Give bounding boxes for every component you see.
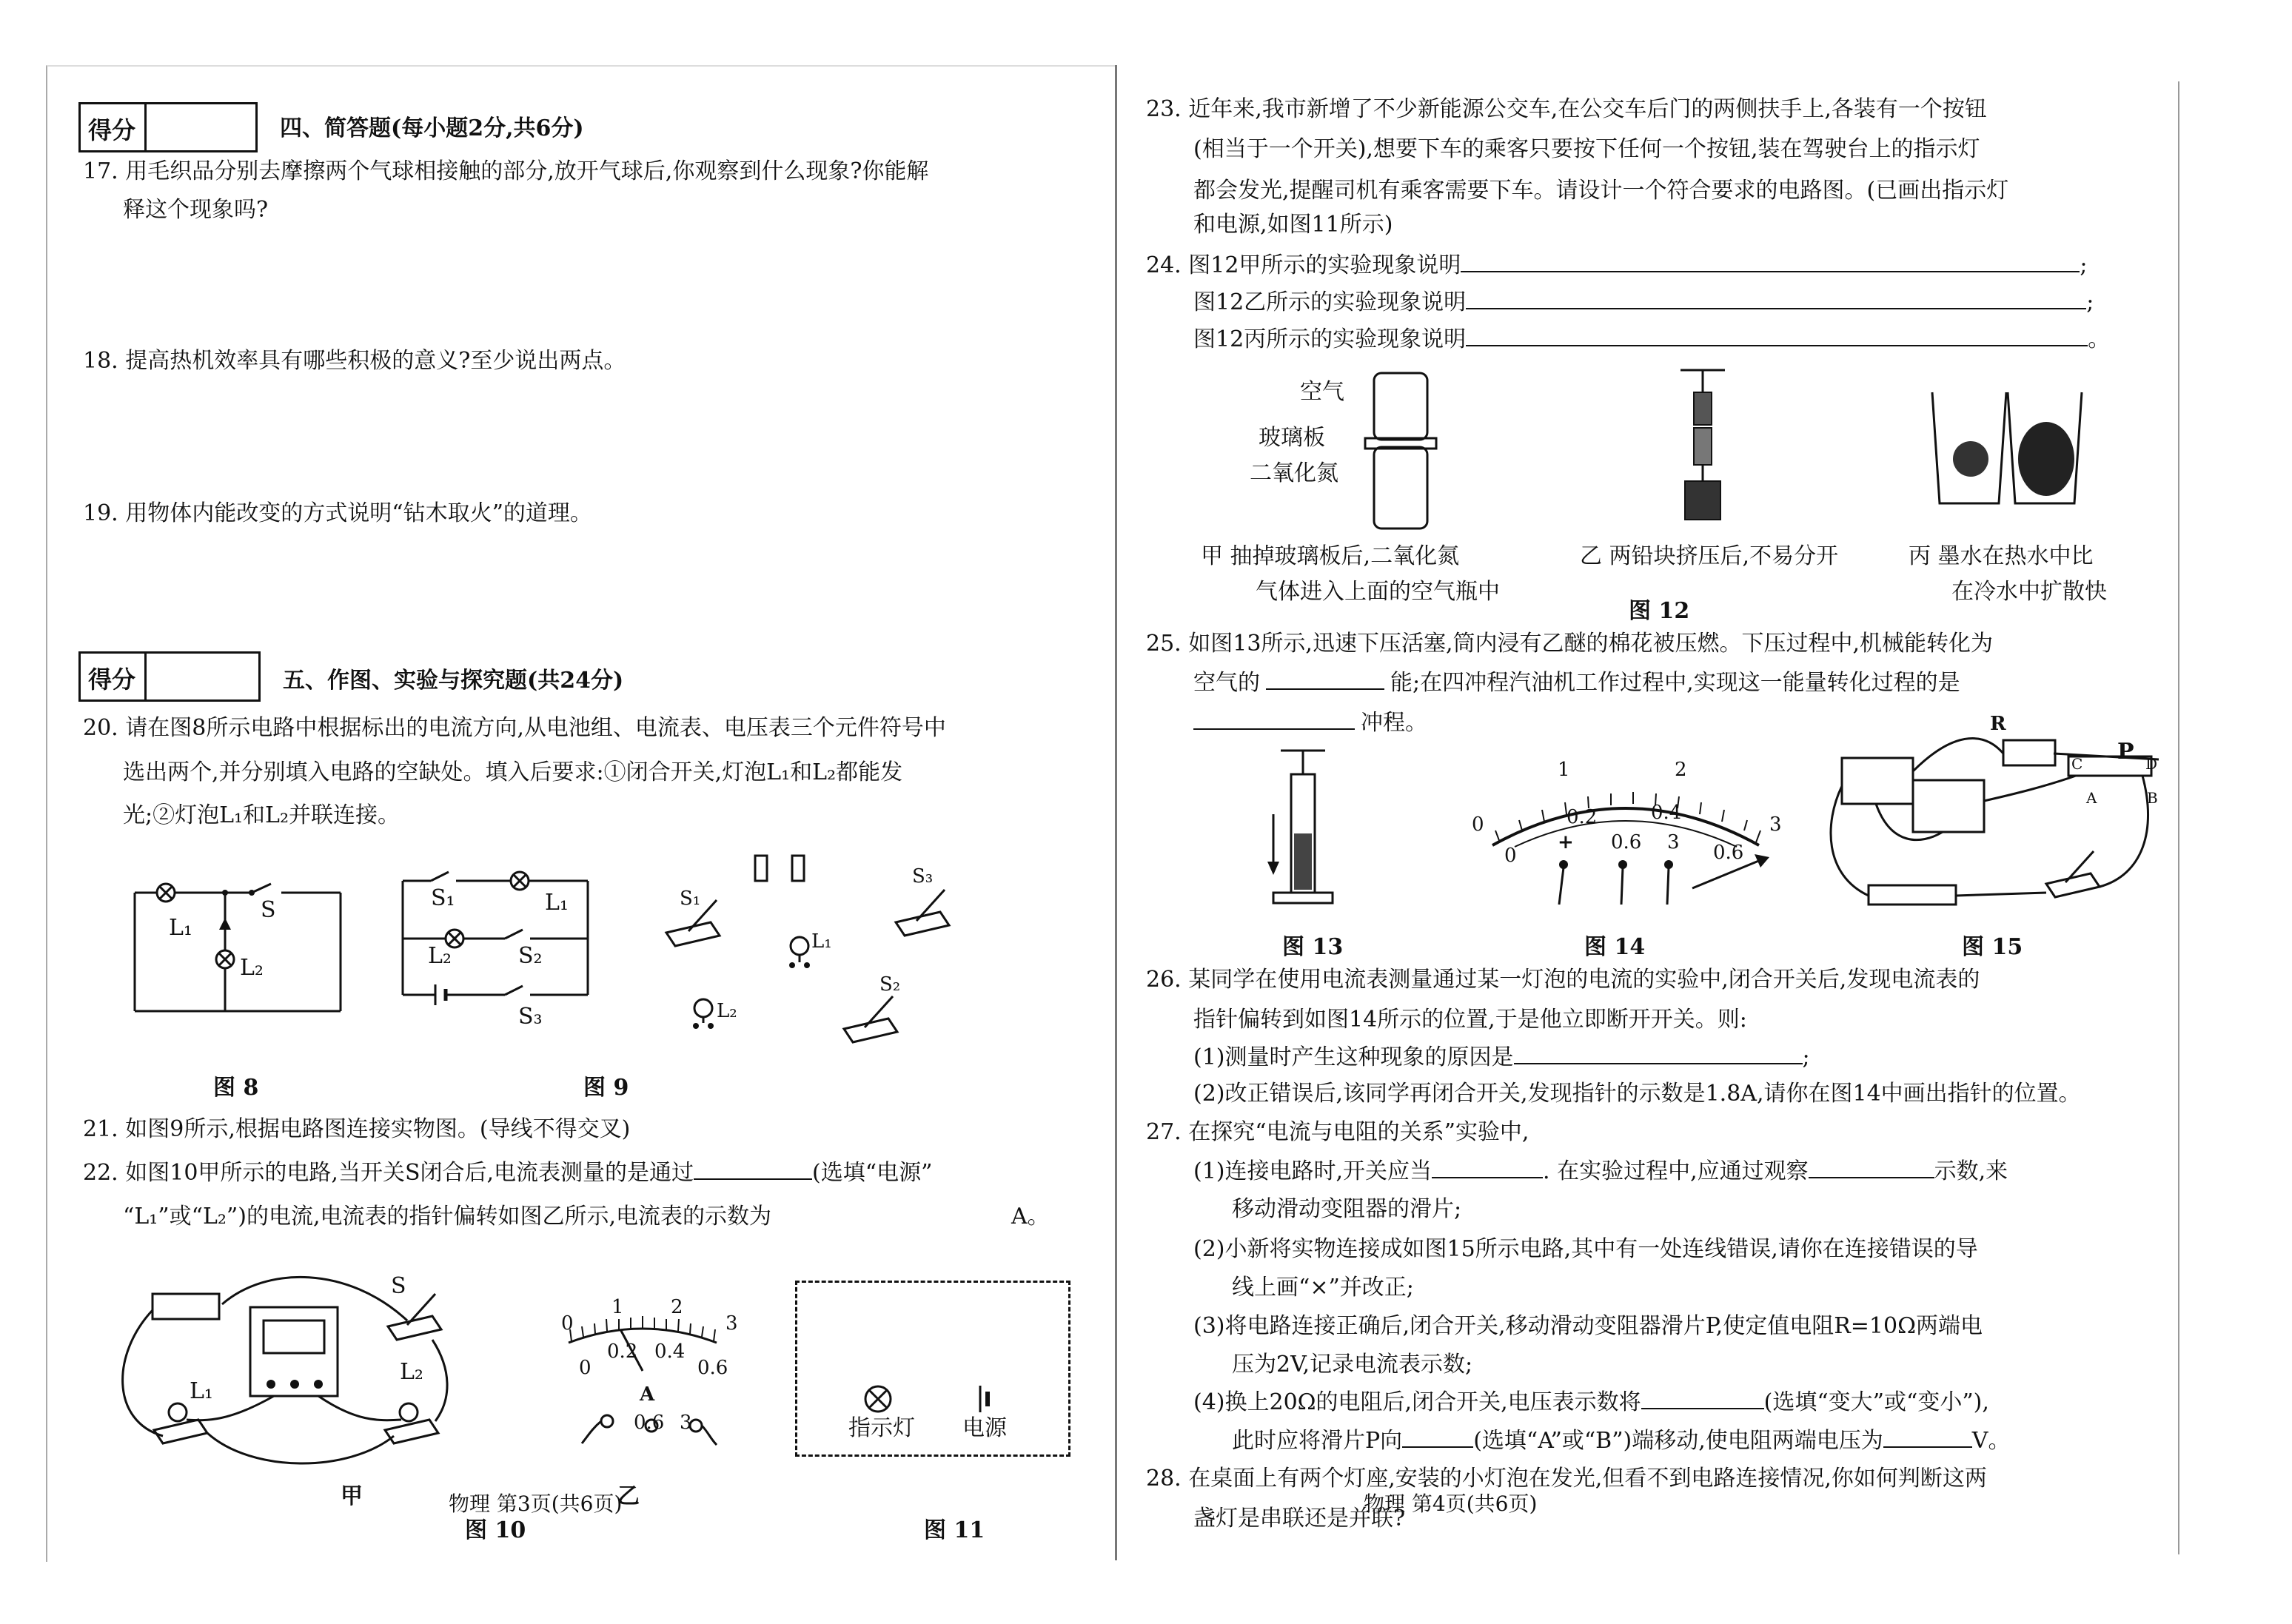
q22-text-b: (选填“电源” [812, 1160, 933, 1186]
question-24-bing [1193, 326, 2110, 353]
fig15-label-D: D [2145, 755, 2158, 773]
fig14-plus: + [1558, 831, 1574, 853]
figure-15-circuit [1824, 712, 2165, 912]
power-source-symbol [974, 1383, 996, 1415]
figure-12-yi-lead-blocks [1673, 366, 1732, 529]
q27-text-a: (1)连接电路时,开关应当 [1193, 1158, 1432, 1184]
figure-12-jia-jars [1359, 366, 1463, 543]
q26-text-b: ; [1802, 1044, 1810, 1070]
fig15-label-B: B [2147, 789, 2158, 807]
fig14-tick-b0: 0 [1504, 845, 1517, 867]
q24-jia-text: 24. 图12甲所示的实验现象说明 [1146, 252, 1461, 278]
question-23-line2: (相当于一个开关),想要下车的乘客只要按下任何一个按钮,装在驾驶台上的指示灯 [1193, 136, 1980, 162]
question-22-unit: A。 [1011, 1204, 1050, 1229]
fig10-terminal-3: 3 [680, 1412, 692, 1434]
q25-answer-blank-1[interactable] [1266, 669, 1384, 690]
fig8-label-L2: L₂ [240, 955, 264, 981]
q27-answer-blank-5[interactable] [1883, 1427, 1972, 1448]
question-28-line2: 盏灯是串联还是并联? [1193, 1506, 1406, 1531]
fig12-caption-jia-1: 甲 抽掉玻璃板后,二氧化氮 [1201, 543, 1460, 569]
question-23-line4: 和电源,如图11所示) [1193, 212, 1393, 238]
question-26-line4: (2)改正错误后,该同学再闭合开关,发现指针的示数是1.8A,请你在图14中画出指针的位置。 [1193, 1081, 2081, 1107]
fig9-label-L1: L₁ [545, 890, 569, 916]
q26-text-a: (1)测量时产生这种现象的原因是 [1193, 1044, 1514, 1070]
q27-text-d: (4)换上20Ω的电阻后,闭合开关,电压表示数将 [1193, 1389, 1641, 1415]
fig15-label-C: C [2071, 755, 2083, 773]
question-19: 19. 用物体内能改变的方式说明“钻木取火”的道理。 [83, 500, 592, 526]
fig10-label-yi: 乙 [617, 1483, 640, 1509]
q22-answer-blank-2[interactable] [874, 1217, 1007, 1236]
q27-text-c: 示数,来 [1934, 1158, 2008, 1184]
fig14-caption: 图 14 [1584, 934, 1646, 960]
q22-text-a: 22. 如图10甲所示的电路,当开关S闭合后,电流表测量的是通过 [83, 1160, 694, 1186]
q24-bing-text: 图12丙所示的实验现象说明 [1193, 326, 1467, 352]
q25-text-a: 空气的 [1193, 670, 1260, 696]
question-25-line2 [1193, 669, 1960, 697]
fig12-caption-yi: 乙 两铅块挤压后,不易分开 [1580, 543, 1839, 569]
fig10-tick-b06: 0.6 [697, 1357, 728, 1379]
fig9-caption: 图 9 [583, 1075, 629, 1101]
fig11-caption: 图 11 [924, 1517, 985, 1543]
question-17: 17. 用毛织品分别去摩擦两个气球相接触的部分,放开气球后,你观察到什么现象?你能解 [83, 158, 929, 184]
fig9-part-L1: L₁ [811, 930, 832, 953]
question-27-line4: (2)小新将实物连接成如图15所示电路,其中有一处连线错误,请你在连接错误的导 [1193, 1236, 1978, 1262]
fig10-unit: A [640, 1383, 655, 1406]
question-24-jia [1146, 252, 2088, 279]
question-27-line9 [1232, 1427, 2010, 1454]
q27-answer-blank-1[interactable] [1432, 1158, 1543, 1178]
fig10-terminal-06: 0.6 [634, 1412, 665, 1434]
question-25-line1: 25. 如图13所示,迅速下压活塞,筒内浸有乙醚的棉花被压燃。下压过程中,机械能转化为 [1146, 631, 1994, 657]
q25-text-c: 冲程。 [1361, 710, 1427, 736]
fig10-label-jia: 甲 [341, 1483, 363, 1509]
fig15-label-A: A [2086, 789, 2097, 807]
left-page-footer: 物理 第3页(共6页) [449, 1492, 623, 1516]
right-page-footer: 物理 第4页(共6页) [1364, 1492, 1538, 1516]
fig9-part-S3: S₃ [912, 865, 934, 888]
figure-13-air-pump [1259, 745, 1347, 912]
section4-title: 四、简答题(每小题2分,共6分) [280, 115, 584, 141]
fig14-tick-3: 3 [1769, 813, 1782, 836]
fig8-caption: 图 8 [213, 1075, 259, 1101]
fig12-caption-jia-2: 气体进入上面的空气瓶中 [1256, 579, 1500, 605]
q26-answer-blank[interactable] [1514, 1044, 1803, 1064]
center-divider [1115, 65, 1117, 1560]
fig15-label-R: R [1990, 713, 2006, 735]
question-26-line1: 26. 某同学在使用电流表测量通过某一灯泡的电流的实验中,闭合开关后,发现电流表的 [1146, 967, 1980, 993]
score-separator [144, 654, 147, 699]
figure-8-circuit [126, 873, 348, 1021]
fig10-tick-2: 2 [671, 1296, 683, 1318]
question-26-line2: 指针偏转到如图14所示的位置,于是他立即断开开关。则: [1193, 1007, 1747, 1033]
q27-text-b: . 在实验过程中,应通过观察 [1543, 1158, 1809, 1184]
q25-text-b: 能;在四冲程汽油机工作过程中,实现这一能量转化过程的是 [1390, 670, 1960, 696]
figure-11-box [795, 1281, 1070, 1457]
right-page-border [2178, 81, 2179, 1554]
fig12-label-glass: 玻璃板 [1259, 425, 1325, 451]
fig9-label-S3: S₃ [518, 1004, 543, 1030]
question-17-cont: 释这个现象吗? [123, 197, 269, 223]
question-20-line3: 光;②灯泡L₁和L₂并联连接。 [123, 802, 401, 828]
q24-end-2: ; [2086, 289, 2094, 315]
fig8-label-L1: L₁ [169, 915, 192, 941]
fig9-label-L2: L₂ [428, 943, 452, 969]
question-22-line1 [83, 1159, 932, 1187]
fig9-label-S2: S₂ [518, 943, 543, 969]
fig10-tick-b0: 0 [579, 1357, 592, 1379]
question-27-line8 [1193, 1389, 1989, 1416]
question-28-line1: 28. 在桌面上有两个灯座,安装的小灯泡在发光,但看不到电路连接情况,你如何判断这两 [1146, 1466, 1987, 1492]
fig14-tick-1: 1 [1558, 759, 1570, 781]
section5-title: 五、作图、实验与探究题(共24分) [283, 668, 624, 694]
fig13-caption: 图 13 [1282, 934, 1344, 960]
question-27-line5: 线上画“×”并改正; [1232, 1275, 1414, 1301]
question-27-line3: 移动滑动变阻器的滑片; [1232, 1196, 1462, 1222]
fig12-label-no2: 二氧化氮 [1250, 460, 1338, 486]
fig14-end-label: 0.6 [1713, 842, 1744, 864]
q27-text-e: (选填“变大”或“变小”), [1763, 1389, 1989, 1415]
q24-answer-blank-2[interactable] [1466, 289, 2086, 309]
fig14-terminal-3: 3 [1667, 831, 1680, 853]
fig10-tick-3: 3 [726, 1312, 738, 1335]
question-21: 21. 如图9所示,根据电路图连接实物图。(导线不得交叉) [83, 1116, 631, 1142]
score-box-section5 [78, 651, 261, 702]
fig10-caption: 图 10 [465, 1517, 526, 1543]
fig14-tick-2: 2 [1675, 759, 1687, 781]
fig12-caption-bing-1: 丙 墨水在热水中比 [1909, 543, 2094, 569]
q22-answer-blank-1[interactable] [694, 1159, 812, 1180]
question-20-line1: 20. 请在图8所示电路中根据标出的电流方向,从电池组、电流表、电压表三个元件符号中 [83, 715, 946, 741]
fig12-caption: 图 12 [1629, 598, 1690, 624]
score-label: 得分 [88, 665, 136, 694]
fig10-terminal-wires [577, 1406, 726, 1451]
q24-end-1: ; [2080, 252, 2088, 278]
score-label: 得分 [88, 116, 136, 144]
fig10-label-S: S [391, 1273, 406, 1299]
q24-answer-blank-1[interactable] [1461, 252, 2080, 272]
score-box-section4 [78, 102, 258, 152]
question-23-line3: 都会发光,提醒司机有乘客需要下车。请设计一个符合要求的电路图。(已画出指示灯 [1193, 178, 2009, 204]
score-separator [144, 104, 147, 150]
q27-answer-blank-3[interactable] [1641, 1389, 1764, 1409]
fig9-part-S2: S₂ [879, 973, 901, 996]
question-24-yi [1193, 289, 2094, 316]
question-18: 18. 提高热机效率具有哪些积极的意义?至少说出两点。 [83, 348, 626, 374]
q27-text-h: V。 [1971, 1428, 2011, 1454]
question-27-line6: (3)将电路连接正确后,闭合开关,移动滑动变阻器滑片P,使定值电阻R=10Ω两端电 [1193, 1313, 1983, 1339]
fig8-label-S: S [261, 897, 276, 923]
question-27-line7: 压为2V,记录电流表示数; [1232, 1352, 1473, 1378]
fig14-tick-b04: 0.4 [1651, 802, 1682, 824]
fig11-source-label: 电源 [962, 1415, 1007, 1441]
q24-answer-blank-3[interactable] [1466, 326, 2088, 346]
question-25-line3 [1193, 709, 1427, 736]
q27-text-f: 此时应将滑片P向 [1232, 1428, 1403, 1454]
question-27-line1: 27. 在探究“电流与电阻的关系”实验中, [1146, 1119, 1529, 1145]
figure-12-bing-beakers [1928, 385, 2083, 511]
fig14-tick-b02: 0.2 [1566, 806, 1598, 828]
question-23-line1: 23. 近年来,我市新增了不少新能源公交车,在公交车后门的两侧扶手上,各装有一个按钮 [1146, 96, 1987, 122]
q24-end-3: 。 [2088, 326, 2111, 352]
fig10-tick-0: 0 [561, 1312, 574, 1335]
fig10-tick-b04: 0.4 [654, 1341, 686, 1363]
fig9-part-L2: L₂ [717, 1000, 737, 1022]
fig14-terminal-06: 0.6 [1611, 831, 1642, 853]
fig12-label-air: 空气 [1300, 379, 1344, 405]
fig10-tick-b02: 0.2 [607, 1341, 638, 1363]
fig12-caption-bing-2: 在冷水中扩散快 [1951, 579, 2107, 605]
indicator-lamp-symbol [863, 1384, 893, 1414]
fig9-label-S1: S₁ [431, 885, 455, 911]
q24-yi-text: 图12乙所示的实验现象说明 [1193, 289, 1467, 315]
q25-answer-blank-2[interactable] [1193, 709, 1355, 730]
fig14-tick-0: 0 [1472, 813, 1484, 836]
fig15-label-P: P [2117, 739, 2134, 765]
q27-text-g: (选填“A”或“B”)端移动,使电阻两端电压为 [1473, 1428, 1883, 1454]
question-20-line2: 选出两个,并分别填入电路的空缺处。填入后要求:①闭合开关,灯泡L₁和L₂都能发 [123, 759, 903, 785]
question-22-line2: “L₁”或“L₂”)的电流,电流表的指针偏转如图乙所示,电流表的示数为 [123, 1204, 772, 1229]
question-27-line2 [1193, 1158, 2008, 1185]
fig15-caption: 图 15 [1962, 934, 2023, 960]
fig10-label-L1: L₁ [190, 1378, 213, 1404]
q27-answer-blank-2[interactable] [1809, 1158, 1934, 1178]
fig9-part-S1: S₁ [680, 888, 701, 910]
q27-answer-blank-4[interactable] [1402, 1427, 1473, 1448]
question-26-line3 [1193, 1044, 1810, 1071]
fig11-lamp-label: 指示灯 [848, 1415, 915, 1441]
fig10-tick-1: 1 [611, 1296, 624, 1318]
fig10-label-L2: L₂ [400, 1359, 423, 1385]
